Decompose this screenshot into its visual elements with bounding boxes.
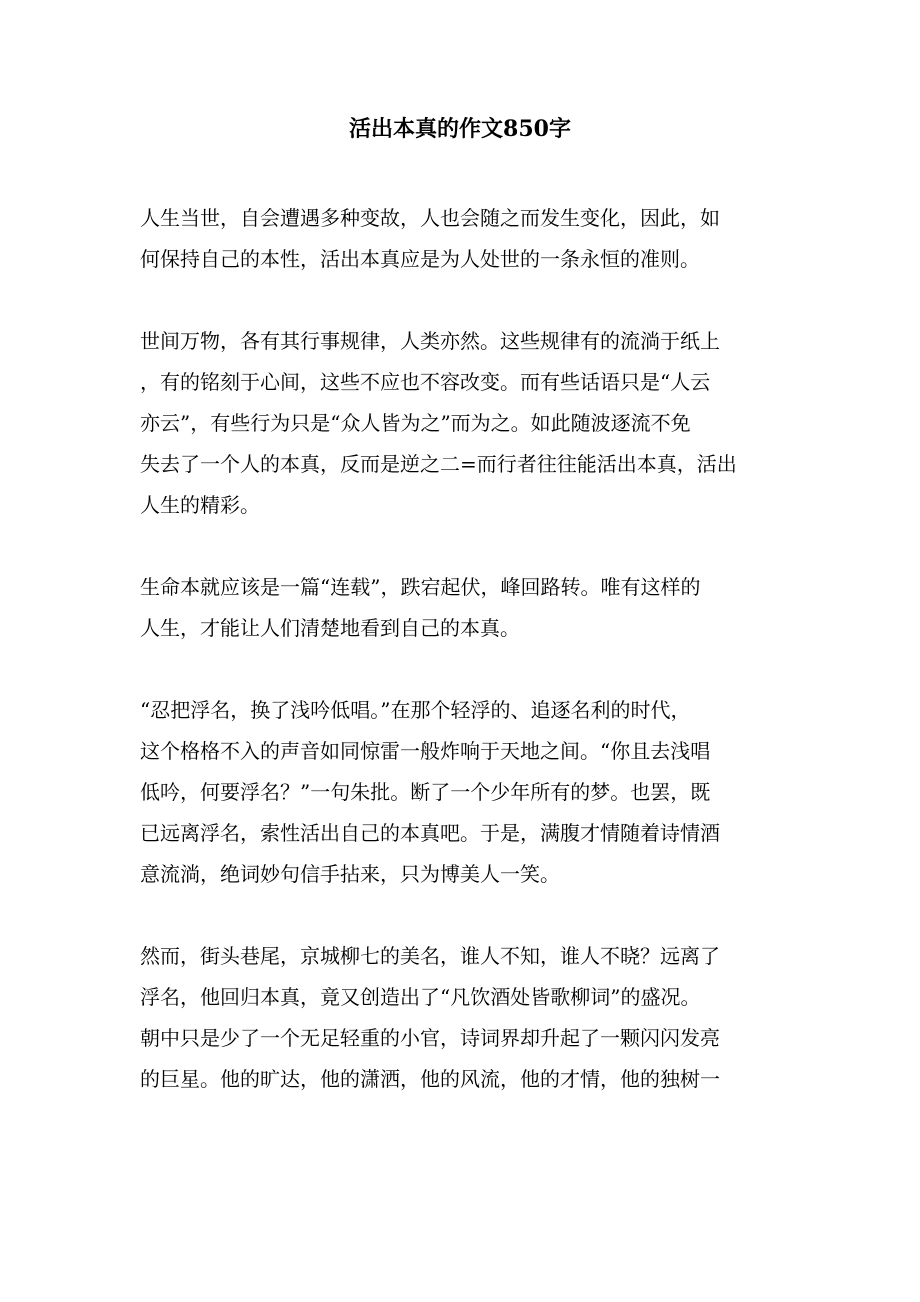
text-line: 亦云”，有些行为只是“众人皆为之”而为之。如此随波逐流不免 xyxy=(140,411,691,435)
text-line: 意流淌，绝词妙句信手拈来，只为博美人一笑。 xyxy=(140,862,560,886)
paragraph-2 xyxy=(140,321,780,526)
text-line: 人生的精彩。 xyxy=(140,493,260,517)
paragraph-1 xyxy=(140,198,780,280)
text-line: 失去了一个人的本真，反而是逆之二=而行者往往能活出本真，活出 xyxy=(140,452,737,476)
text-line: 浮名，他回归本真，竟又创造出了“凡饮酒处皆歌柳词”的盛况。 xyxy=(140,985,701,1009)
document-title: 活出本真的作文850字 xyxy=(349,116,571,142)
text-line: 何保持自己的本性，活出本真应是为人处世的一条永恒的准则。 xyxy=(140,247,700,271)
document-body xyxy=(140,198,780,1141)
text-line: 低吟，何要浮名？”一句朱批。断了一个少年所有的梦。也罢，既 xyxy=(140,780,711,804)
text-line: 人生，才能让人们清楚地看到自己的本真。 xyxy=(140,616,520,640)
text-line: 人生当世，自会遭遇多种变故，人也会随之而发生变化，因此，如 xyxy=(140,206,720,230)
text-line: ，有的铭刻于心间，这些不应也不容改变。而有些话语只是“人云 xyxy=(140,370,711,394)
text-line: 世间万物，各有其行事规律，人类亦然。这些规律有的流淌于纸上 xyxy=(140,329,720,353)
paragraph-4 xyxy=(140,690,780,895)
text-line: “忍把浮名，换了浅吟低唱。”在那个轻浮的、追逐名利的时代， xyxy=(140,698,691,722)
paragraph-3 xyxy=(140,567,780,649)
paragraph-5 xyxy=(140,936,780,1100)
text-line: 朝中只是少了一个无足轻重的小官，诗词界却升起了一颗闪闪发亮 xyxy=(140,1026,720,1050)
text-line: 已远离浮名，索性活出自己的本真吧。于是，满腹才情随着诗情酒 xyxy=(140,821,720,845)
text-line: 生命本就应该是一篇“连载”，跌宕起伏，峰回路转。唯有这样的 xyxy=(140,575,701,599)
text-line: 的巨星。他的旷达，他的潇洒，他的风流，他的才情，他的独树一 xyxy=(140,1067,720,1091)
text-line: 这个格格不入的声音如同惊雷一般炸响于天地之间。“你且去浅唱 xyxy=(140,739,711,763)
text-line: 然而，街头巷尾，京城柳七的美名，谁人不知，谁人不晓？远离了 xyxy=(140,944,720,968)
